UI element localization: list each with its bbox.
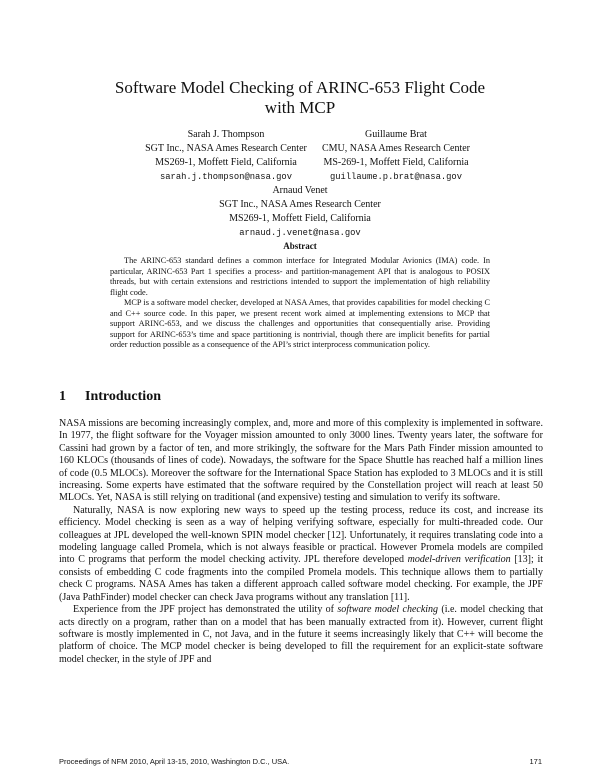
proceedings-footer: Proceedings of NFM 2010, April 13-15, 2010, Washington D.C., USA.: [59, 757, 290, 766]
author-address: MS269-1, Moffett Field, California: [229, 213, 371, 224]
emphasized-term: model-driven verification: [407, 554, 511, 566]
author-name: Guillaume Brat: [365, 129, 427, 140]
author-name: Sarah J. Thompson: [187, 129, 265, 140]
section-heading-introduction: [59, 388, 161, 406]
section-title: Introduction: [85, 389, 161, 404]
author-affiliation: CMU, NASA Ames Research Center: [321, 143, 471, 154]
title-line-2: with MCP: [264, 98, 336, 117]
body-text: [13]; it consists of embedding C code fragments into the compiled Promela models. This technique allows them to partially check C programs. NASA Ames has taken a different approach called software model checking. For example, the JPF (Java PathFinder) model checker can check Java programs without any translation [11].: [59, 554, 543, 603]
section-number: 1: [59, 389, 66, 404]
introduction-body: [59, 418, 543, 666]
author-brat: [296, 128, 496, 184]
page-number: 171: [529, 757, 542, 766]
abstract-heading: Abstract: [283, 241, 317, 251]
emphasized-term: software model checking: [337, 604, 439, 616]
title-line-1: Software Model Checking of ARINC-653 Flight Code: [114, 78, 486, 97]
author-affiliation: SGT Inc., NASA Ames Research Center: [219, 199, 381, 210]
body-paragraph-1: NASA missions are becoming increasingly complex, and, more and more of this complexity is implemented in software. In 1977, the flight software for the Voyager mission amounted to only 3000 lines. Twenty years later, the software for Cassini had grown by a factor of ten, and more strikingly, the software for the Mars Path Finder mission amounted to 160 KLOCs (thousands of lines of code). Nowadays, the software for the Space Shuttle has reached half a million lines of code (0.5 MLOCs). Moreover the software for the International Space Station has exploded to 3 MLOCs and it is still increasing. Some experts have estimated that the software required by the Constellation project will reach at least 50 MLOCs. Yet, NASA is still relying on traditional (and expensive) testing and simulation to verify its software.: [59, 418, 543, 504]
abstract-paragraph-2: MCP is a software model checker, developed at NASA Ames, that provides capabilities for model checking C and C++ source code. In this paper, we present recent work aimed at implementing extensions to MCP that support ARINC-653, and we discuss the challenges and opportunities that consequentially arise. Providing support for ARINC-653’s time and space partitioning is nontrivial, though there are implicit benefits for partial order reduction possible as a consequence of the API’s strict interprocess communication policy.: [110, 298, 490, 349]
body-paragraph-3: [59, 604, 543, 666]
author-name: Arnaud Venet: [272, 185, 328, 196]
body-paragraph-2: [59, 505, 543, 604]
author-venet: [200, 184, 400, 240]
author-email: arnaud.j.venet@nasa.gov: [239, 228, 361, 238]
abstract-paragraph-1: The ARINC-653 standard defines a common interface for Integrated Modular Avionics (IMA) code. In particular, ARINC-653 Part 1 specifies a process- and partition-management API that is analogous to POSIX threads, but with certain extensions and restrictions intended to support the implementation of high reliability flight code.: [110, 256, 490, 297]
paper-title: [0, 78, 600, 118]
author-address: MS269-1, Moffett Field, California: [155, 157, 297, 168]
author-address: MS-269-1, Moffett Field, California: [323, 157, 469, 168]
author-email: guillaume.p.brat@nasa.gov: [330, 172, 462, 182]
body-text: Naturally, NASA is now exploring new ways to speed up the testing process, reduce its cost, and increase its efficiency. Model checking is seen as a way of helping verifying software, especially for multi-threaded code. Our colleagues at JPL developed the well-known SPIN model checker [12]. Unfortunately, it requires translating code into a modeling language called Promela, which is not always feasible or practical. However Promela models are compiled into C programs that perform the model checking activity. JPL therefore developed: [59, 504, 543, 566]
abstract-body: [110, 256, 490, 351]
body-text: (i.e. model checking that acts directly on a program, rather than on a model that has been manually extracted from it). However, current flight software is mostly implemented in C, not Java, and in the future it seems increasingly likely that C++ will become the platform of choice. The MCP model checker is being developed to fill the requirement for an explicit-state software model checker, in the style of JPF and: [59, 604, 543, 665]
body-text: Experience from the JPF project has demonstrated the utility of: [73, 604, 338, 616]
author-affiliation: SGT Inc., NASA Ames Research Center: [145, 143, 307, 154]
author-email: sarah.j.thompson@nasa.gov: [160, 172, 292, 182]
